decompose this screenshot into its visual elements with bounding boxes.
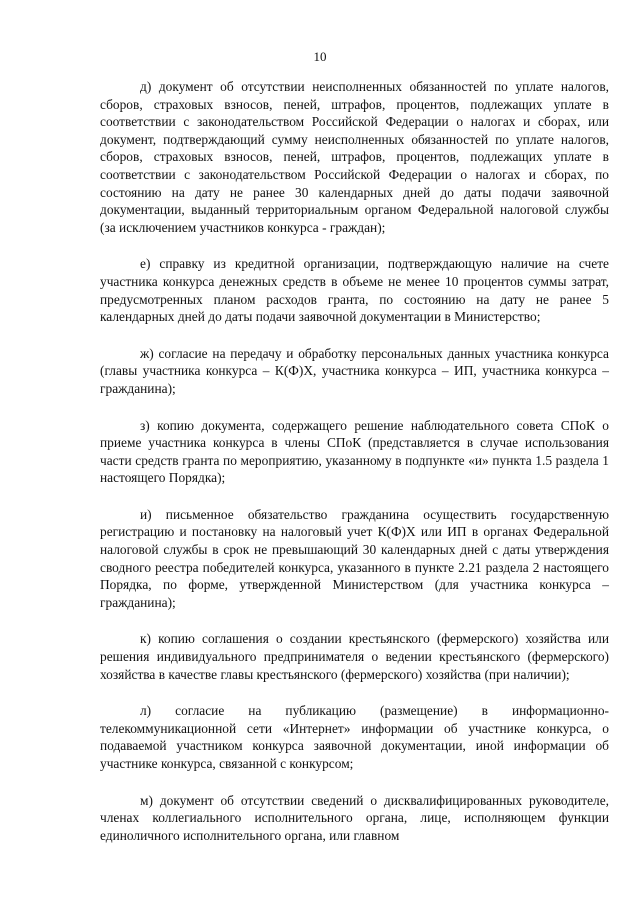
paragraph-l: л) согласие на публикацию (размещение) в информационно-телекоммуникационной сети «Интернет» информации об участнике конкурса, о подаваемой участником конкурса заявочной документации, иной информации об участнике конкурса, связанной с конкурсом; <box>100 703 609 771</box>
paragraph-k: к) копию соглашения о создании крестьянского (фермерского) хозяйства или решения индивидуального предпринимателя о ведении крестьянского (фермерского) хозяйства в качестве главы крестьянского (фермерского) хозяйства (при наличии); <box>100 631 609 682</box>
paragraph-i: и) письменное обязательство гражданина осуществить государственную регистрацию и постановку на налоговый учет К(Ф)Х или ИП в органах Федеральной налоговой службы в срок не превышающий 30 календарных дней с даты утверждения сводного реестра победителей конкурса, указанного в пункте 2.21 раздела 2 настоящего Порядка, по форме, утвержденной Министерством (для участника конкурса – гражданина); <box>100 506 609 610</box>
page-number: 10 <box>313 49 327 64</box>
paragraph-zh: ж) согласие на передачу и обработку персональных данных участника конкурса (главы участника конкурса – К(Ф)Х, участника конкурса – ИП, участника конкурса – гражданина); <box>100 345 609 396</box>
paragraph-e: е) справку из кредитной организации, подтверждающую наличие на счете участника конкурса денежных средств в объеме не менее 10 процентов суммы затрат, предусмотренных планом расходов гранта, по состоянию на дату не ранее 5 календарных дней до даты подачи заявочной документации в Министерство; <box>100 256 609 325</box>
paragraph-z: з) копию документа, содержащего решение наблюдательного совета СПоК о приеме участника конкурса в члены СПоК (представляется в случае использования части средств гранта по мероприятию, указанному в подпункте «и» пункта 1.5 раздела 1 настоящего Порядка); <box>100 417 609 486</box>
document-body <box>100 78 609 844</box>
paragraph-d: д) документ об отсутствии неисполненных обязанностей по уплате налогов, сборов, страховых взносов, пеней, штрафов, процентов, подлежащих уплате в соответствии с законодательством Российской Федерации о налогах и сборах, или документ, подтверждающий сумму неисполненных обязанностей по уплате налогов, сборов, страховых взносов, пеней, штрафов, процентов, подлежащих уплате в соответствии с законодательством Российской Федерации о налогах и сборах, по состоянию на дату не ранее 30 календарных дней до даты подачи заявочной документации, выданный территориальным органом Федеральной налоговой службы (за исключением участников конкурса - граждан); <box>100 79 609 235</box>
paragraph-m: м) документ об отсутствии сведений о дисквалифицированных руководителе, членах коллегиального исполнительного органа, лице, исполняющем функции единоличного исполнительного органа, или главном <box>100 792 609 843</box>
